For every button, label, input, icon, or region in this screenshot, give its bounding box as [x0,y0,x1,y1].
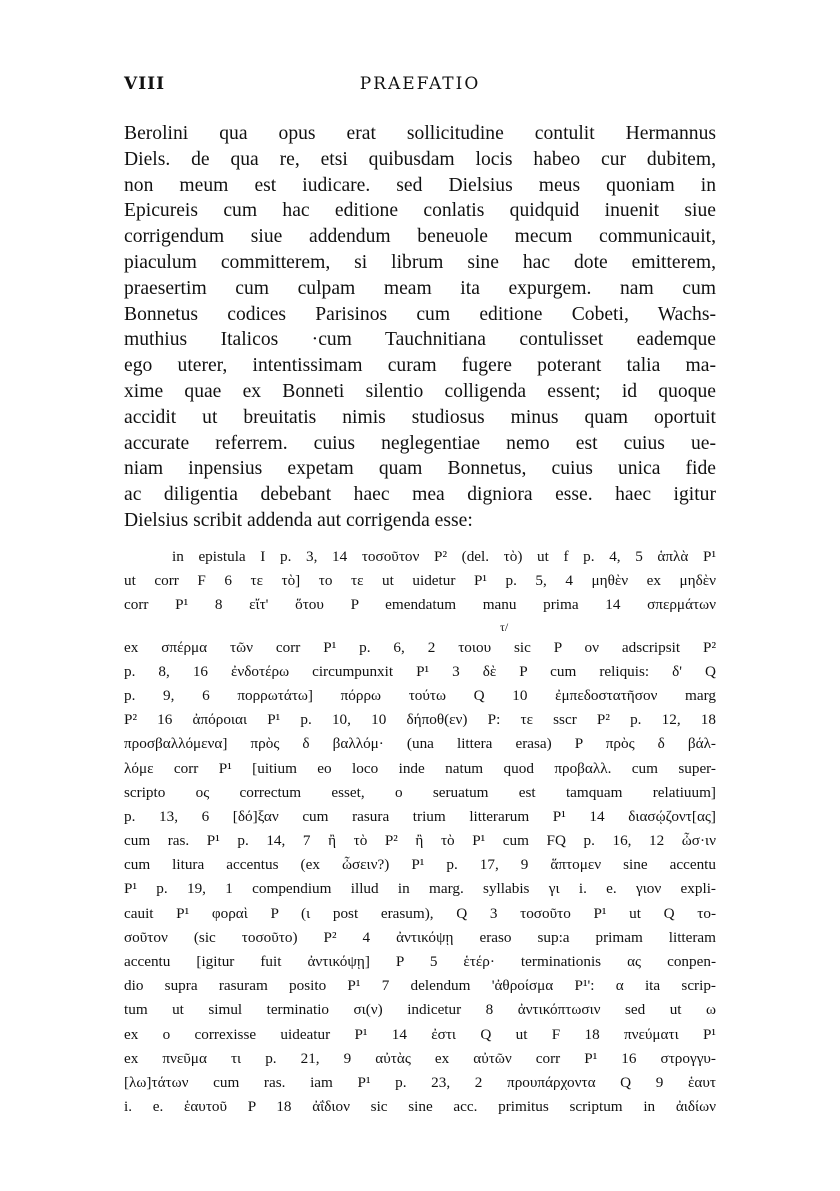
corrigenda-notes [124,545,716,1119]
note-line: P² 16 ἀπόροιαι P¹ p. 10, 10 δήποθ(εν) P: τε sscr P² p. 12, 18 [124,711,716,729]
note-line: accentu [igitur fuit ἀντικόψῃ] P 5 ἑτέρ· terminationis ας conpen- [124,953,716,970]
note-line: P¹ p. 19, 1 compendium illud in marg. syllabis γι i. e. γιον expli- [124,880,716,898]
note-line: p. 8, 16 ἐνδοτέρω circumpunxit P¹ 3 δὲ P cum reliquis: δ' Q [124,662,716,680]
body-line: Epicureis cum hac editione conlatis quidquid inuenit siue [124,200,716,222]
note-line: cum litura accentus (ex ὦσειν?) P¹ p. 17, 9 ἅπτομεν sine accentu [124,856,716,874]
body-line: Diels. de qua re, etsi quibusdam locis habeo cur dubitem, [124,148,716,170]
note-line: cauit P¹ φοραὶ P (ι post erasum), Q 3 τοσοῦτο P¹ ut Q το- [124,904,716,922]
body-line: muthius Italicos ·cum Tauchnitiana contulisset eademque [124,329,716,351]
body-line: Berolini qua opus erat sollicitudine contulit Hermannus [124,123,716,144]
note-line: p. 13, 6 [δό]ξαν cum rasura trium litterarum P¹ 14 διασῴζοντ[ας] [124,807,716,825]
note-line: tum ut simul terminatio σι(ν) indicetur 8 ἀντικόπτωσιν sed ut ω [124,1001,716,1019]
body-line: corrigendum siue addendum beneuole mecum communicauit, [124,226,716,248]
body-line: piaculum committerem, si librum sine hac dote emitterem, [124,251,716,273]
note-line: ex σπέρμα τῶν corr P¹ p. 6, 2 τοιου sic P ον adscripsit P² [124,638,716,656]
note-line: λόμε corr P¹ [uitium eo loco inde natum quod προβαλλ. cum super- [124,759,716,777]
note-line: ut corr F 6 τε τὸ] το τε ut uidetur P¹ p. 5, 4 μηθὲν ex μηδὲν [124,572,716,590]
note-line: i. e. ἑαυτοῦ P 18 ἀΐδιον sic sine acc. primitus scriptum in ἀιδίων [124,1098,716,1116]
body-line: praesertim cum culpam meam ita expurgem. nam cum [124,277,716,299]
page-header [124,74,716,104]
note-line: scripto ος correctum esset, o seruatum est tamquam relatiuum] [124,783,716,801]
note-line: dio supra rasuram posito P¹ 7 delendum 'ἀθροίσμα P¹': α ita scrip- [124,977,716,995]
note-line: p. 9, 6 πορρωτάτω] πόρρω τούτω Q 10 ἐμπεδοστατῆσον marg [124,686,716,704]
page-number: VIII [124,74,166,94]
note-line: ex ο correxisse uideatur P¹ 14 ἐστι Q ut F 18 πνεύματι P¹ [124,1025,716,1043]
body-line: accurate referrem. cuius neglegentiae nemo est cuius ue- [124,432,716,454]
note-line: ex πνεῦμα τι p. 21, 9 αὐτὰς ex αὐτῶν corr P¹ 16 στρογγυ- [124,1049,716,1067]
body-line: Bonnetus codices Parisinos cum editione Cobeti, Wachs- [124,303,716,325]
body-line: ac diligentia debebant haec mea digniora esse. haec igitur [124,484,716,506]
body-line: niam inpensius expetam quam Bonnetus, cuius unica fide [124,458,716,480]
body-line: Dielsius scribit addenda aut corrigenda esse: [124,509,473,531]
note-line: [λω]τάτων cum ras. iam P¹ p. 23, 2 προυπάρχοντα Q 9 ἑαυτ [124,1073,716,1091]
running-head: PRAEFATIO [359,74,481,94]
preface-body [124,121,716,534]
body-line: ego uterer, intentissimam curam fugere poterant talia ma- [124,355,716,377]
body-line: xime quae ex Bonneti silentio colligenda essent; id quoque [124,380,716,402]
interlinear-correction: τ/ [500,619,509,634]
body-line: non meum est iudicare. sed Dielsius meus quoniam in [124,174,716,196]
note-line: προσβαλλόμενα] πρὸς δ βαλλόμ· (una littera erasa) P πρὸς δ βάλ- [124,735,716,753]
note-line: σοῦτον (sic τοσοῦτο) P² 4 ἀντικόψῃ eraso sup:a primam litteram [124,928,716,946]
note-line: in epistula I p. 3, 14 τοσοῦτον P² (del. τὸ) ut f p. 4, 5 ἁπλὰ P¹ [172,548,716,565]
note-line: corr P¹ 8 εἴτ' ὅτου P emendatum manu prima 14 σπερμάτων [124,596,716,614]
body-line: accidit ut breuitatis nimis studiosus minus quam oportuit [124,406,716,428]
note-line: cum ras. P¹ p. 14, 7 ἢ τὸ P² ἢ τὸ P¹ cum FQ p. 16, 12 ὦσ·ιν [124,832,716,850]
